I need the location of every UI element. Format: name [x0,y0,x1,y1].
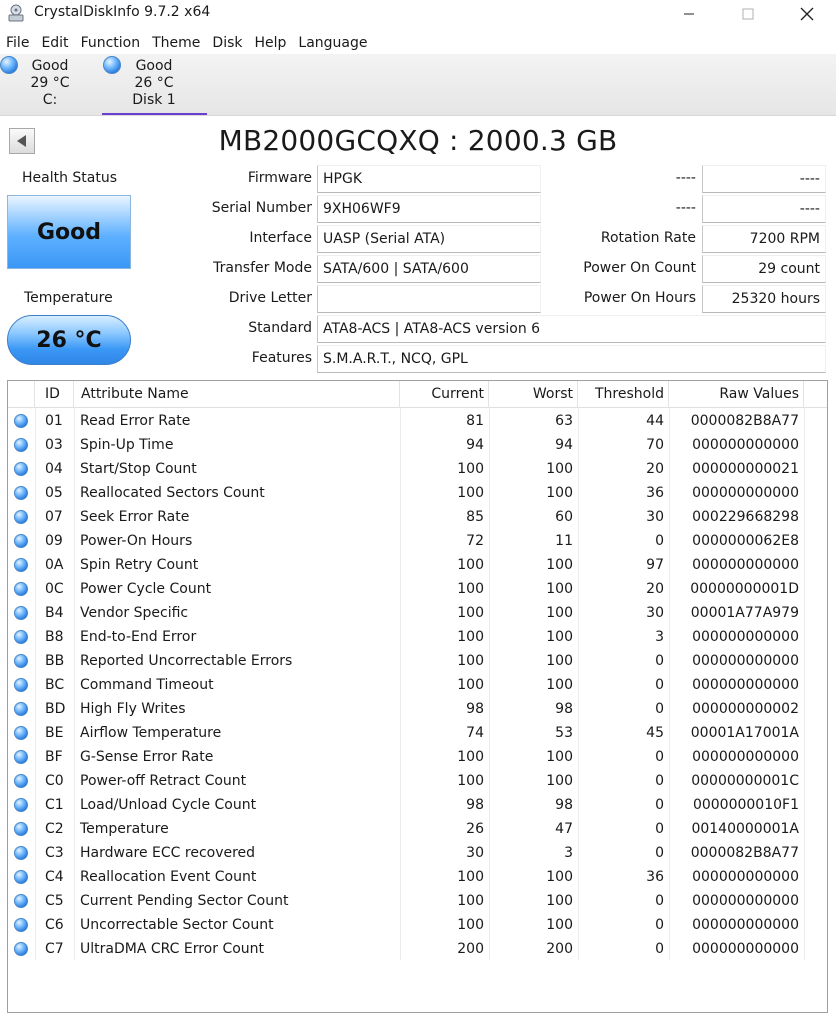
table-row[interactable] [8,433,804,457]
attribute-id: BB [45,653,65,669]
standard-field: ATA8-ACS | ATA8-ACS version 6 [317,315,826,343]
raw-value: 000000000000 [692,485,799,501]
attribute-name: Command Timeout [80,677,214,693]
menu-file[interactable]: File [6,35,30,51]
status-good-icon [14,942,28,956]
current-value: 100 [457,893,484,909]
threshold-value: 3 [655,629,664,645]
disk-tab-status: Good [31,58,69,74]
raw-value: 000000000000 [692,917,799,933]
threshold-value: 45 [646,725,664,741]
attribute-name: UltraDMA CRC Error Count [80,941,265,957]
attribute-name: Load/Unload Cycle Count [80,797,257,813]
table-row[interactable] [8,673,804,697]
worst-value: 100 [546,773,573,789]
status-good-icon [0,56,18,74]
current-value: 100 [457,749,484,765]
threshold-value: 0 [655,749,664,765]
table-row[interactable] [8,745,804,769]
current-value: 100 [457,557,484,573]
raw-value: 00001A17001A [690,725,799,741]
table-row[interactable] [8,937,804,961]
temperature-label: Temperature [24,290,113,306]
disk-tab-temp: 26 °C [134,75,174,91]
status-good-icon [14,510,28,524]
worst-value: 98 [555,701,573,717]
worst-value: 100 [546,485,573,501]
status-good-icon [14,630,28,644]
table-row[interactable] [8,505,804,529]
raw-value: 00140000001A [691,821,799,837]
power-on-hours-label: Power On Hours [583,290,696,306]
table-row[interactable] [8,889,804,913]
worst-value: 100 [546,629,573,645]
threshold-value: 0 [655,893,664,909]
attribute-name: Read Error Rate [80,413,191,429]
worst-value: 100 [546,749,573,765]
attribute-name: Power Cycle Count [80,581,212,597]
raw-value: 000000000000 [692,677,799,693]
attribute-name: Power-off Retract Count [80,773,247,789]
threshold-value: 36 [646,869,664,885]
attribute-name: Start/Stop Count [80,461,197,477]
threshold-value: 0 [655,845,664,861]
threshold-value: 0 [655,773,664,789]
unused-label-2: ---- [675,200,696,216]
worst-value: 3 [564,845,573,861]
serial-number-label: Serial Number [211,200,312,216]
current-value: 98 [466,797,484,813]
disk-app-icon [6,3,26,23]
power-on-count-field: 29 count [702,255,826,283]
disk-tab-disk1[interactable] [102,54,207,114]
table-row[interactable] [8,865,804,889]
column-divider [804,408,805,960]
worst-value: 11 [555,533,573,549]
worst-value: 100 [546,893,573,909]
menu-help[interactable]: Help [254,35,287,51]
worst-value: 53 [555,725,573,741]
menu-bar [0,32,836,54]
threshold-value: 20 [646,461,664,477]
rotation-rate-label: Rotation Rate [600,230,696,246]
raw-value: 000000000000 [692,941,799,957]
status-good-icon [14,462,28,476]
threshold-value: 30 [646,605,664,621]
current-value: 100 [457,869,484,885]
minimize-icon [683,8,695,20]
standard-label: Standard [248,320,312,336]
current-value: 200 [457,941,484,957]
attribute-name: Reallocated Sectors Count [80,485,265,501]
disk-model-title: MB2000GCQXQ : 2000.3 GB [218,124,618,157]
disk-tab-c[interactable] [0,54,100,114]
attribute-id: C3 [45,845,64,861]
attribute-id: 01 [45,413,63,429]
minimize-button[interactable] [666,0,712,28]
status-good-icon [14,798,28,812]
features-label: Features [251,350,312,366]
table-row[interactable] [8,793,804,817]
raw-value: 000000000021 [692,461,799,477]
title-bar [0,0,836,28]
current-value: 98 [466,701,484,717]
table-row[interactable] [8,721,804,745]
current-value: 100 [457,461,484,477]
features-field: S.M.A.R.T., NCQ, GPL [317,345,826,373]
raw-value: 000000000000 [692,437,799,453]
worst-value: 94 [555,437,573,453]
drive-letter-field [317,285,541,313]
table-row[interactable] [8,577,804,601]
interface-field: UASP (Serial ATA) [317,225,541,253]
power-on-hours-field: 25320 hours [702,285,826,313]
threshold-value: 0 [655,797,664,813]
column-threshold[interactable]: Threshold [578,381,669,408]
threshold-value: 0 [655,821,664,837]
status-good-icon [14,534,28,548]
status-good-icon [14,822,28,836]
status-good-icon [103,56,121,74]
table-row[interactable] [8,553,804,577]
threshold-value: 30 [646,509,664,525]
attribute-name: G-Sense Error Rate [80,749,214,765]
table-row[interactable] [8,601,804,625]
attribute-name: Seek Error Rate [80,509,190,525]
attribute-id: C2 [45,821,64,837]
active-tab-indicator [102,113,207,115]
table-row[interactable] [8,481,804,505]
interface-label: Interface [249,230,312,246]
worst-value: 47 [555,821,573,837]
attribute-id: 0A [45,557,64,573]
attribute-name: Spin-Up Time [80,437,174,453]
attribute-name: Uncorrectable Sector Count [80,917,274,933]
attribute-name: Temperature [80,821,169,837]
current-value: 100 [457,605,484,621]
attribute-id: 03 [45,437,63,453]
attribute-id: 05 [45,485,63,501]
menu-function[interactable]: Function [80,35,141,51]
attribute-id: C1 [45,797,64,813]
status-good-icon [14,606,28,620]
attribute-name: End-to-End Error [80,629,197,645]
firmware-field: HPGK [317,165,541,193]
temperature-value[interactable]: 26 °C [7,315,131,365]
worst-value: 100 [546,653,573,669]
table-header [8,381,827,408]
unused-label-1: ---- [675,170,696,186]
raw-value: 000000000000 [692,557,799,573]
attribute-id: BF [45,749,63,765]
attribute-id: C0 [45,773,64,789]
disk-tab-status: Good [135,58,173,74]
menu-language[interactable]: Language [298,35,368,51]
status-good-icon [14,774,28,788]
disk-tab-name: C: [42,92,58,108]
status-good-icon [14,582,28,596]
disk-tabs [0,54,836,116]
maximize-button[interactable] [725,0,771,28]
attribute-id: 04 [45,461,63,477]
threshold-value: 0 [655,653,664,669]
transfer-mode-label: Transfer Mode [213,260,312,276]
worst-value: 100 [546,557,573,573]
current-value: 72 [466,533,484,549]
menu-disk[interactable]: Disk [212,35,243,51]
transfer-mode-field: SATA/600 | SATA/600 [317,255,541,283]
worst-value: 60 [555,509,573,525]
status-good-icon [14,486,28,500]
status-good-icon [14,726,28,740]
attribute-name: Spin Retry Count [80,557,199,573]
raw-value: 0000000010F1 [692,797,799,813]
attribute-id: C7 [45,941,64,957]
threshold-value: 0 [655,941,664,957]
raw-value: 0000082B8A77 [690,845,799,861]
threshold-value: 0 [655,917,664,933]
raw-value: 000229668298 [692,509,799,525]
raw-value: 00000000001C [691,773,799,789]
health-status-value[interactable]: Good [7,195,131,269]
serial-number-field: 9XH06WF9 [317,195,541,223]
raw-value: 0000000062E8 [692,533,799,549]
menu-edit[interactable]: Edit [41,35,69,51]
raw-value: 000000000002 [692,701,799,717]
attribute-name: Reallocation Event Count [80,869,257,885]
column-raw-values[interactable]: Raw Values [669,381,804,408]
attribute-name: Current Pending Sector Count [80,893,289,909]
threshold-value: 70 [646,437,664,453]
rotation-rate-field: 7200 RPM [702,225,826,253]
worst-value: 100 [546,917,573,933]
attribute-name: Reported Uncorrectable Errors [80,653,293,669]
current-value: 100 [457,581,484,597]
table-row[interactable] [8,529,804,553]
column-status[interactable] [8,381,35,408]
current-value: 26 [466,821,484,837]
current-value: 94 [466,437,484,453]
table-row[interactable] [8,625,804,649]
unused-field-1: ---- [702,165,826,193]
current-value: 100 [457,629,484,645]
disk-tab-temp: 29 °C [30,75,70,91]
threshold-value: 20 [646,581,664,597]
status-good-icon [14,894,28,908]
raw-value: 000000000000 [692,653,799,669]
maximize-icon [742,8,754,20]
status-good-icon [14,414,28,428]
table-row[interactable] [8,697,804,721]
raw-value: 000000000000 [692,893,799,909]
attribute-id: C6 [45,917,64,933]
current-value: 81 [466,413,484,429]
close-icon [800,7,814,21]
raw-value: 000000000000 [692,749,799,765]
menu-theme[interactable]: Theme [152,35,201,51]
threshold-value: 97 [646,557,664,573]
window-title: CrystalDiskInfo 9.7.2 x64 [34,4,211,20]
worst-value: 98 [555,797,573,813]
status-good-icon [14,870,28,884]
table-row[interactable] [8,841,804,865]
attribute-id: B8 [45,629,64,645]
drive-letter-label: Drive Letter [228,290,312,306]
smart-attributes-table[interactable] [7,380,828,1013]
current-value: 100 [457,773,484,789]
status-good-icon [14,846,28,860]
status-good-icon [14,678,28,692]
attribute-name: Vendor Specific [80,605,189,621]
column-current[interactable]: Current [400,381,489,408]
attribute-id: BE [45,725,64,741]
table-row[interactable] [8,649,804,673]
health-status-label: Health Status [22,170,118,186]
raw-value: 00001A77A979 [690,605,799,621]
table-row[interactable] [8,457,804,481]
raw-value: 00000000001D [690,581,799,597]
column-id[interactable]: ID [35,381,74,408]
attribute-id: C4 [45,869,64,885]
worst-value: 100 [546,461,573,477]
threshold-value: 0 [655,677,664,693]
table-row[interactable] [8,769,804,793]
raw-value: 000000000000 [692,869,799,885]
column-worst[interactable]: Worst [489,381,578,408]
attribute-id: B4 [45,605,64,621]
unused-field-2: ---- [702,195,826,223]
table-row[interactable] [8,817,804,841]
attribute-id: 09 [45,533,63,549]
power-on-count-label: Power On Count [583,260,696,276]
status-good-icon [14,918,28,932]
threshold-value: 44 [646,413,664,429]
worst-value: 100 [546,677,573,693]
current-value: 100 [457,485,484,501]
attribute-id: BD [45,701,66,717]
threshold-value: 0 [655,701,664,717]
current-value: 100 [457,653,484,669]
attribute-id: C5 [45,893,64,909]
status-good-icon [14,702,28,716]
attribute-id: 0C [45,581,64,597]
worst-value: 100 [546,581,573,597]
worst-value: 63 [555,413,573,429]
worst-value: 100 [546,869,573,885]
table-row[interactable] [8,913,804,937]
status-good-icon [14,438,28,452]
close-button[interactable] [784,0,830,28]
attribute-name: Airflow Temperature [80,725,222,741]
worst-value: 100 [546,605,573,621]
raw-value: 0000082B8A77 [690,413,799,429]
firmware-label: Firmware [247,170,312,186]
table-row[interactable] [8,409,804,433]
raw-value: 000000000000 [692,629,799,645]
current-value: 100 [457,917,484,933]
attribute-name: Hardware ECC recovered [80,845,256,861]
column-attribute-name[interactable]: Attribute Name [74,381,400,408]
threshold-value: 0 [655,533,664,549]
current-value: 30 [466,845,484,861]
threshold-value: 36 [646,485,664,501]
attribute-name: High Fly Writes [80,701,186,717]
status-good-icon [14,654,28,668]
status-good-icon [14,750,28,764]
attribute-id: BC [45,677,65,693]
disk-tab-name: Disk 1 [132,92,176,108]
attribute-id: 07 [45,509,63,525]
current-value: 100 [457,677,484,693]
current-value: 74 [466,725,484,741]
current-value: 85 [466,509,484,525]
worst-value: 200 [546,941,573,957]
attribute-name: Power-On Hours [80,533,193,549]
status-good-icon [14,558,28,572]
